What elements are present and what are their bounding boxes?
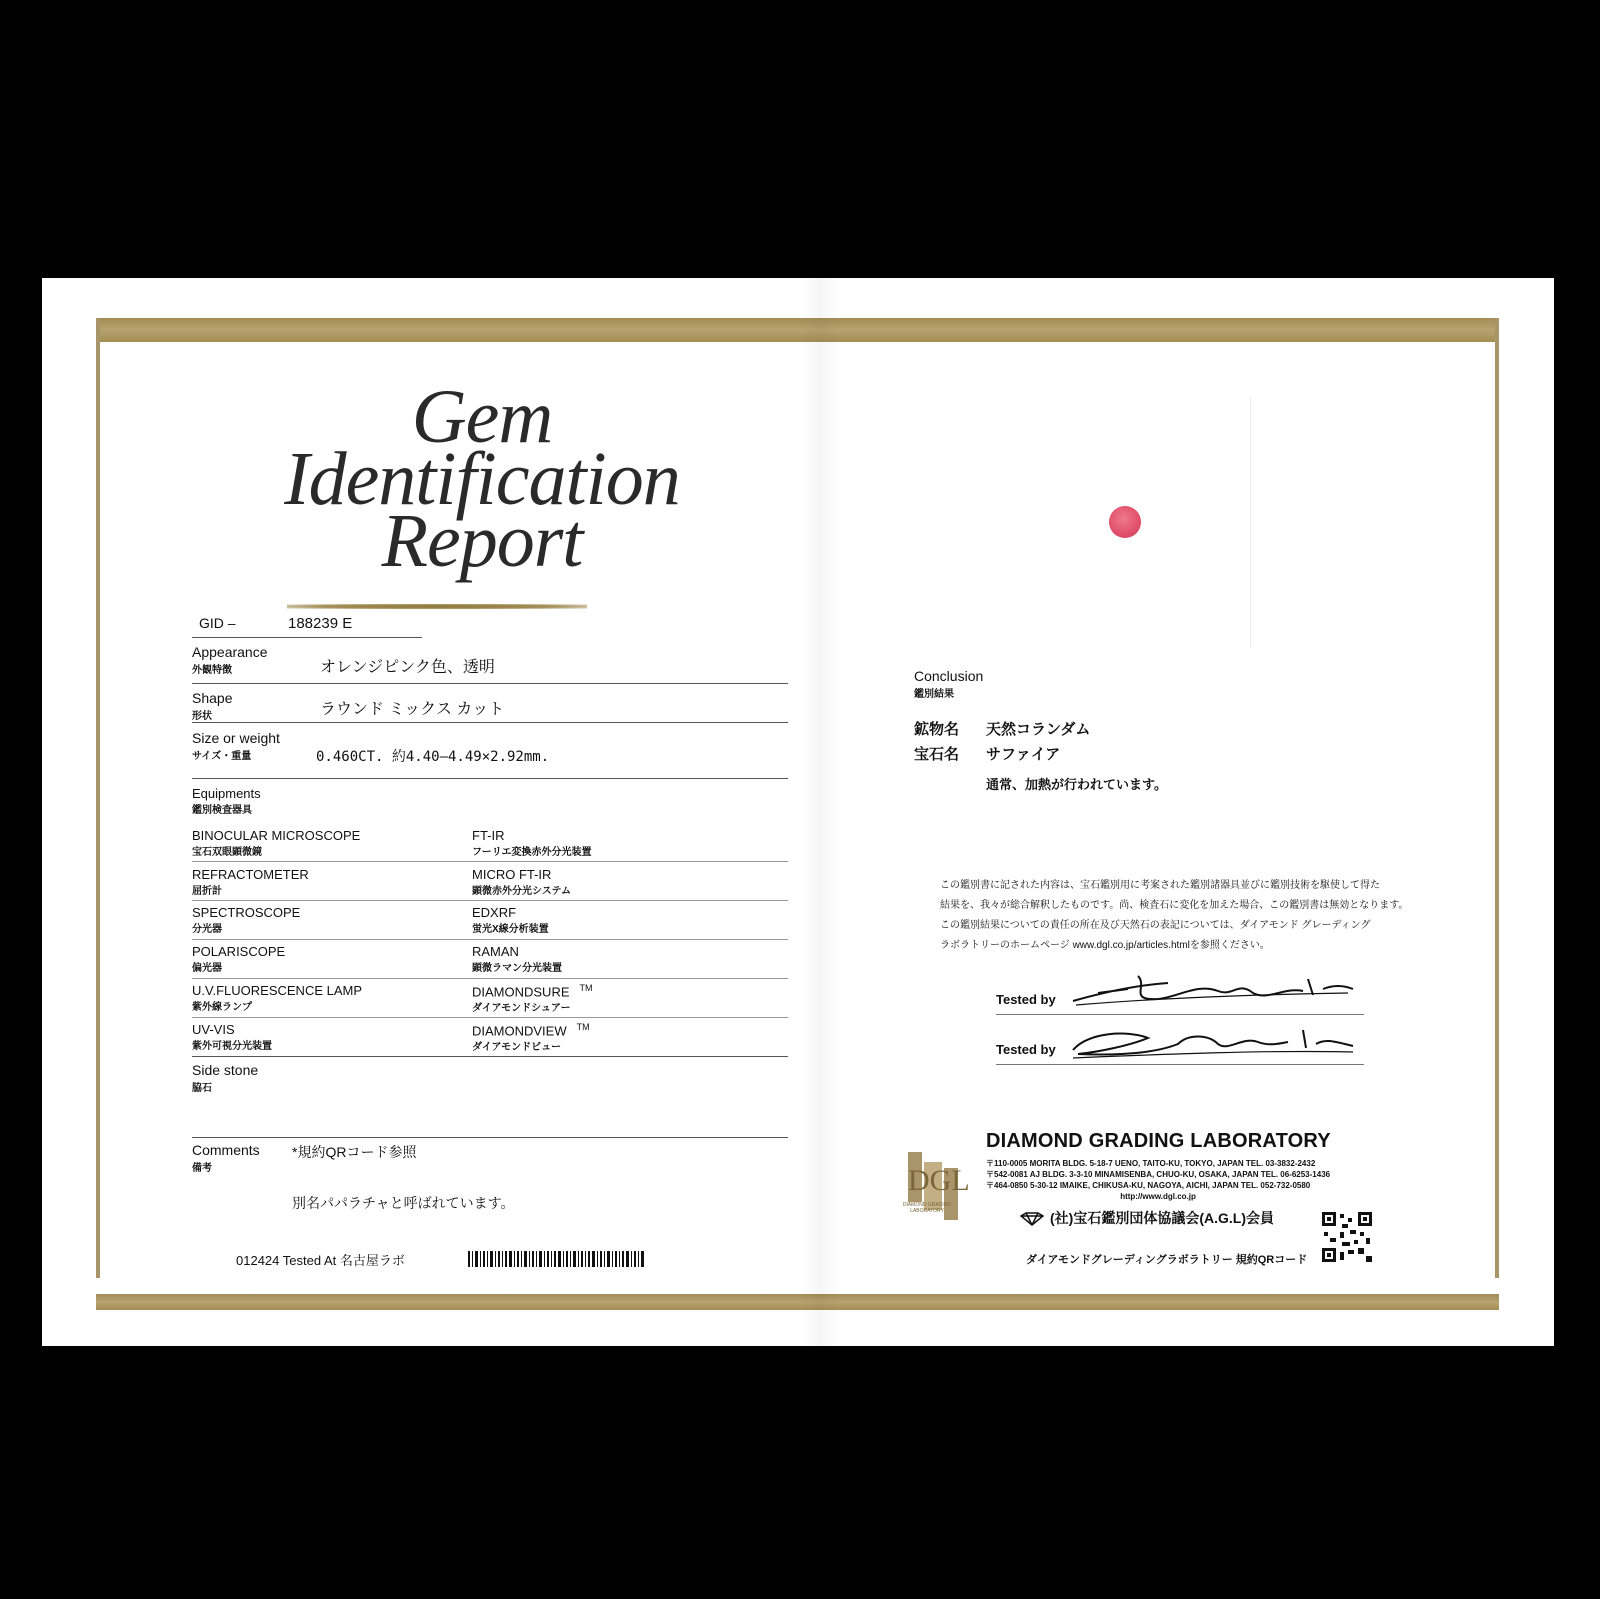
- title-underline: [287, 604, 587, 609]
- row-rule: [192, 1137, 788, 1138]
- equipment-micro-ft-ir: MICRO FT-IR 顕微赤外分光システム: [472, 867, 571, 897]
- equipment-diamondsure: DIAMONDSURE ™ ダイアモンドシュアー: [472, 983, 593, 1015]
- comments-value-2: 別名パパラチャと呼ばれています。: [292, 1195, 515, 1211]
- disclaimer-line: この鑑別結果についての責任の所在及び天然石の表記については、ダイアモンド グレーディング: [940, 920, 1371, 931]
- dgl-logo: [904, 1150, 974, 1222]
- bottom-gold-band: [96, 1294, 1499, 1310]
- row-rule: [192, 1056, 788, 1057]
- row-rule: [192, 778, 788, 779]
- row-rule: [192, 861, 788, 862]
- signature-rule: [996, 1064, 1364, 1065]
- row-rule: [192, 900, 788, 901]
- lab-address: 〒464-0850 5-30-12 IMAIKE, CHIKUSA-KU, NAGOYA, AICHI, JAPAN TEL. 052-732-0580: [986, 1181, 1311, 1190]
- size-value: 0.460CT. 約4.40—4.49×2.92mm.: [316, 749, 550, 765]
- row-rule: [192, 722, 788, 723]
- equipment-raman: RAMAN 顕微ラマン分光装置: [472, 944, 562, 974]
- gemstone-photo: [1109, 506, 1141, 538]
- disclaimer-line: 結果を、我々が総合解釈したものです。尚、検査石に変化を加えた場合、この鑑別書は無効となります。: [940, 900, 1409, 911]
- barcode: [468, 1251, 644, 1267]
- shape-value: ラウンド ミックス カット: [320, 701, 505, 718]
- equipment-spectroscope: SPECTROSCOPE 分光器: [192, 905, 301, 935]
- equipment-edxrf: EDXRF 蛍光X線分析装置: [472, 905, 549, 935]
- signature-1: [1068, 971, 1358, 1011]
- report-title: [182, 375, 782, 583]
- mineral-label: 鉱物名: [914, 721, 960, 738]
- row-rule: [192, 939, 788, 940]
- lab-url: http://www.dgl.co.jp: [1120, 1192, 1196, 1201]
- side-stone-label: Side stone 脇石: [192, 1062, 259, 1094]
- dgl-logo-subtitle: DIAMOND GRADING LABORATORY: [902, 1202, 952, 1214]
- treatment-note: 通常、加熱が行われています。: [986, 777, 1167, 792]
- svg-text:DGL: DGL: [908, 1164, 970, 1197]
- conclusion-label: Conclusion 鑑別結果: [914, 668, 984, 700]
- appearance-value: オレンジピンク色、透明: [320, 659, 495, 676]
- equipment-uv-vis: UV-VIS 紫外可視分光装置: [192, 1022, 272, 1052]
- tested-by-label-2: Tested by: [996, 1042, 1056, 1057]
- agl-text: (社)宝石鑑別団体協議会(A.G.L)会員: [1050, 1210, 1274, 1226]
- barcode-graphic: [468, 1251, 644, 1267]
- equipments-label: Equipments 鑑別検査器具: [192, 786, 261, 816]
- tested-at-footer: 012424 Tested At 名古屋ラボ: [236, 1253, 405, 1268]
- shape-label: Shape 形状: [192, 690, 233, 722]
- title-line-3: Report: [381, 499, 583, 583]
- lab-address: 〒110-0005 MORITA BLDG. 5-18-7 UENO, TAITO-KU, TOKYO, JAPAN TEL. 03-3832-2432: [986, 1159, 1316, 1168]
- title-line-2: Identification: [284, 437, 680, 521]
- gem-label: 宝石名: [914, 746, 960, 763]
- diamond-icon: [1020, 1212, 1044, 1226]
- equipment-polariscope: POLARISCOPE 偏光器: [192, 944, 286, 974]
- row-rule: [192, 683, 788, 684]
- qr-code-graphic: [1322, 1212, 1372, 1262]
- gid-rule: [192, 637, 422, 638]
- appearance-label: Appearance 外観特徴: [192, 644, 268, 676]
- equipment-uv-fluorescence-lamp: U.V.FLUORESCENCE LAMP 紫外線ランプ: [192, 983, 363, 1013]
- qr-caption: ダイアモンドグレーディングラボラトリー 規約QRコード: [1026, 1254, 1308, 1266]
- equipment-binocular-microscope: BINOCULAR MICROSCOPE 宝石双眼顕微鏡: [192, 828, 361, 858]
- disclaimer-line: この鑑別書に記された内容は、宝石鑑別用に考案された鑑別諸器具並びに鑑別技術を駆使して得た: [940, 880, 1380, 891]
- signature-rule: [996, 1014, 1364, 1015]
- equipment-ft-ir: FT-IR フーリエ変換赤外分光装置: [472, 828, 592, 858]
- certificate-sheet: [42, 278, 1554, 1346]
- disclaimer: [940, 876, 1408, 956]
- gid-value: 188239 E: [288, 615, 353, 632]
- title-line-1: Gem: [411, 375, 553, 459]
- equipment-diamondview: DIAMONDVIEW ™ ダイアモンドビュー: [472, 1022, 590, 1054]
- lab-addresses: [986, 1158, 1330, 1202]
- gid-label: GID –: [199, 615, 236, 631]
- row-rule: [192, 1017, 788, 1018]
- comments-label: Comments 備考: [192, 1142, 260, 1174]
- qr-code: [1322, 1212, 1372, 1262]
- mineral-value: 天然コランダム: [986, 721, 1091, 738]
- comments-value-1: *規約QRコード参照: [292, 1144, 417, 1160]
- signature-2: [1068, 1022, 1358, 1062]
- agl-membership: [1020, 1208, 1274, 1228]
- gem-value: サファイア: [986, 746, 1061, 763]
- lab-name: DIAMOND GRADING LABORATORY: [986, 1130, 1331, 1152]
- center-fold: [800, 278, 840, 1346]
- equipment-refractometer: REFRACTOMETER 屈折計: [192, 867, 309, 897]
- row-rule: [192, 978, 788, 979]
- disclaimer-line: ラボラトリーのホームページ www.dgl.co.jp/articles.htmlを参照ください。: [940, 940, 1270, 951]
- size-label: Size or weight サイズ・重量: [192, 730, 280, 762]
- tested-by-label-1: Tested by: [996, 992, 1056, 1007]
- lab-address: 〒542-0081 AJ BLDG. 3-3-10 MINAMISENBA, CHUO-KU, OSAKA, JAPAN TEL. 06-6253-1436: [986, 1170, 1331, 1179]
- photo-area-edge: [1250, 398, 1251, 648]
